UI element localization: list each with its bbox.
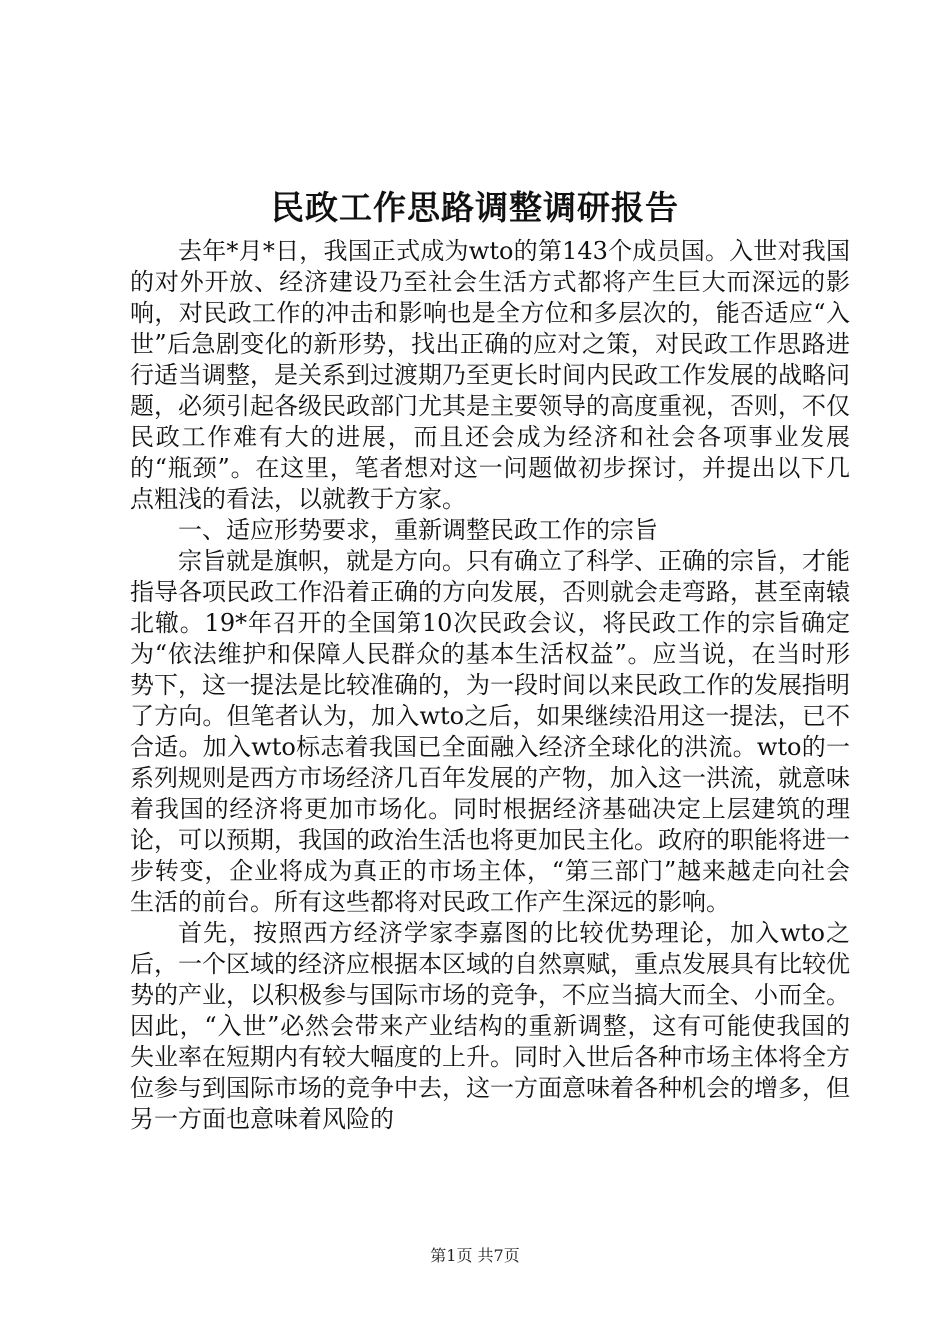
paragraph-first: 首先，按照西方经济学家李嘉图的比较优势理论，加入wto之后，一个区域的经济应根据本区域的自然禀赋，重点发展具有比较优势的产业，以积极参与国际市场的竞争，不应当搞大而全、小而全。因此，“入世”必然会带来产业结构的重新调整，这有可能使我国的失业率在短期内有较大幅度的上升。同时入世后各种市场主体将全方位参与到国际市场的竞争中去，这一方面意味着各种机会的增多，但另一方面也意味着风险的 [130,919,850,1133]
page-number-footer: 第1页 共7页 [430,1246,520,1265]
document-body [130,236,850,1135]
document-title: 民政工作思路调整调研报告 [271,188,679,227]
section-heading-1: 一、适应形势要求，重新调整民政工作的宗旨 [178,516,658,544]
paragraph-purpose: 宗旨就是旗帜，就是方向。只有确立了科学、正确的宗旨，才能指导各项民政工作沿着正确的方向发展，否则就会走弯路，甚至南辕北辙。19*年召开的全国第10次民政会议，将民政工作的宗旨确定为“依法维护和保障人民群众的基本生活权益”。应当说，在当时形势下，这一提法是比较准确的，为一段时间以来民政工作的发展指明了方向。但笔者认为，加入wto之后，如果继续沿用这一提法，已不合适。加入wto标志着我国已全面融入经济全球化的洪流。wto的一系列规则是西方市场经济几百年发展的产物，加入这一洪流，就意味着我国的经济将更加市场化。同时根据经济基础决定上层建筑的理论，可以预期，我国的政治生活也将更加民主化。政府的职能将进一步转变，企业将成为真正的市场主体，“第三部门”越来越走向社会生活的前台。所有这些都将对民政工作产生深远的影响。 [130,547,850,916]
paragraph-intro: 去年*月*日，我国正式成为wto的第143个成员国。入世对我国的对外开放、经济建设乃至社会生活方式都将产生巨大而深远的影响，对民政工作的冲击和影响也是全方位和多层次的，能否适应“入世”后急剧变化的新形势，找出正确的应对之策，对民政工作思路进行适当调整，是关系到过渡期乃至更长时间内民政工作发展的战略问题，必须引起各级民政部门尤其是主要领导的高度重视，否则，不仅民政工作难有大的进展，而且还会成为经济和社会各项事业发展的“瓶颈”。在这里，笔者想对这一问题做初步探讨，并提出以下几点粗浅的看法，以就教于方家。 [130,237,850,513]
